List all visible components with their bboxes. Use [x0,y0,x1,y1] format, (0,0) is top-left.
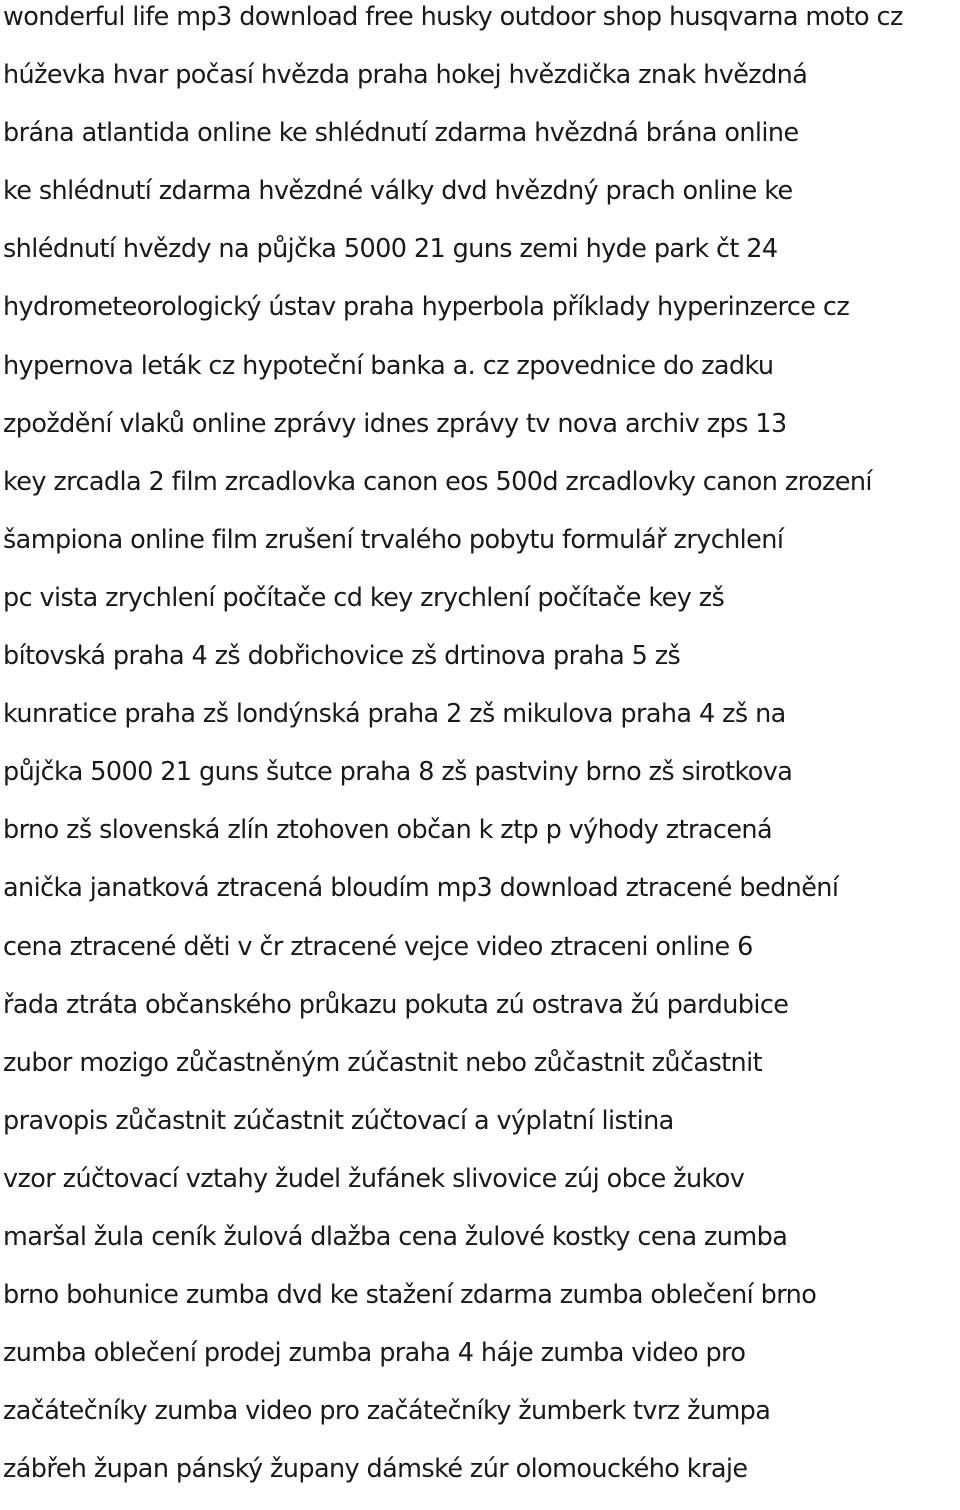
text-line: ke shlédnutí zdarma hvězdné války dvd hvězdný prach online ke [3,176,793,207]
text-line: hydrometeorologický ústav praha hyperbola příklady hyperinzerce cz [3,292,850,323]
text-line: shlédnutí hvězdy na půjčka 5000 21 guns zemi hyde park čt 24 [3,234,778,265]
text-line: pc vista zrychlení počítače cd key zrychlení počítače key zš [3,582,725,613]
document-body [3,0,958,1510]
text-line: hypernova leták cz hypoteční banka a. cz zpovednice do zadku [3,350,774,381]
text-line: zábřeh župan pánský župany dámské zúr olomouckého kraje [3,1454,748,1485]
text-line: cena ztracené děti v čr ztracené vejce video ztraceni online 6 [3,931,753,962]
text-line: řada ztráta občanského průkazu pokuta zú ostrava žú pardubice [3,989,789,1020]
text-line: brno bohunice zumba dvd ke stažení zdarma zumba oblečení brno [3,1280,817,1311]
text-line: maršal žula ceník žulová dlažba cena žulové kostky cena zumba [3,1221,788,1252]
text-line: zpoždění vlaků online zprávy idnes zprávy tv nova archiv zps 13 [3,408,787,439]
text-line: zumba oblečení prodej zumba praha 4 háje zumba video pro [3,1338,746,1369]
text-line: vzor zúčtovací vztahy žudel žufánek slivovice zúj obce žukov [3,1163,745,1194]
text-line: půjčka 5000 21 guns šutce praha 8 zš pastviny brno zš sirotkova [3,757,793,788]
text-line: key zrcadla 2 film zrcadlovka canon eos 500d zrcadlovky canon zrození [3,466,872,497]
text-line: začátečníky zumba video pro začátečníky žumberk tvrz žumpa [3,1396,771,1427]
text-line: bítovská praha 4 zš dobřichovice zš drtinova praha 5 zš [3,641,681,672]
text-line: šampiona online film zrušení trvalého pobytu formulář zrychlení [3,524,784,555]
text-line: brno zš slovenská zlín ztohoven občan k ztp p výhody ztracená [3,815,772,846]
text-line: anička janatková ztracená bloudím mp3 download ztracené bednění [3,873,839,904]
text-line: kunratice praha zš londýnská praha 2 zš mikulova praha 4 zš na [3,699,786,730]
text-line: pravopis zůčastnit zúčastnit zúčtovací a výplatní listina [3,1105,674,1136]
text-line: brána atlantida online ke shlédnutí zdarma hvězdná brána online [3,118,799,149]
text-line: húževka hvar počasí hvězda praha hokej hvězdička znak hvězdná [3,60,808,91]
text-line: zubor mozigo zůčastněným zúčastnit nebo zůčastnit zůčastnit [3,1047,762,1078]
text-line: wonderful life mp3 download free husky outdoor shop husqvarna moto cz [3,2,903,32]
